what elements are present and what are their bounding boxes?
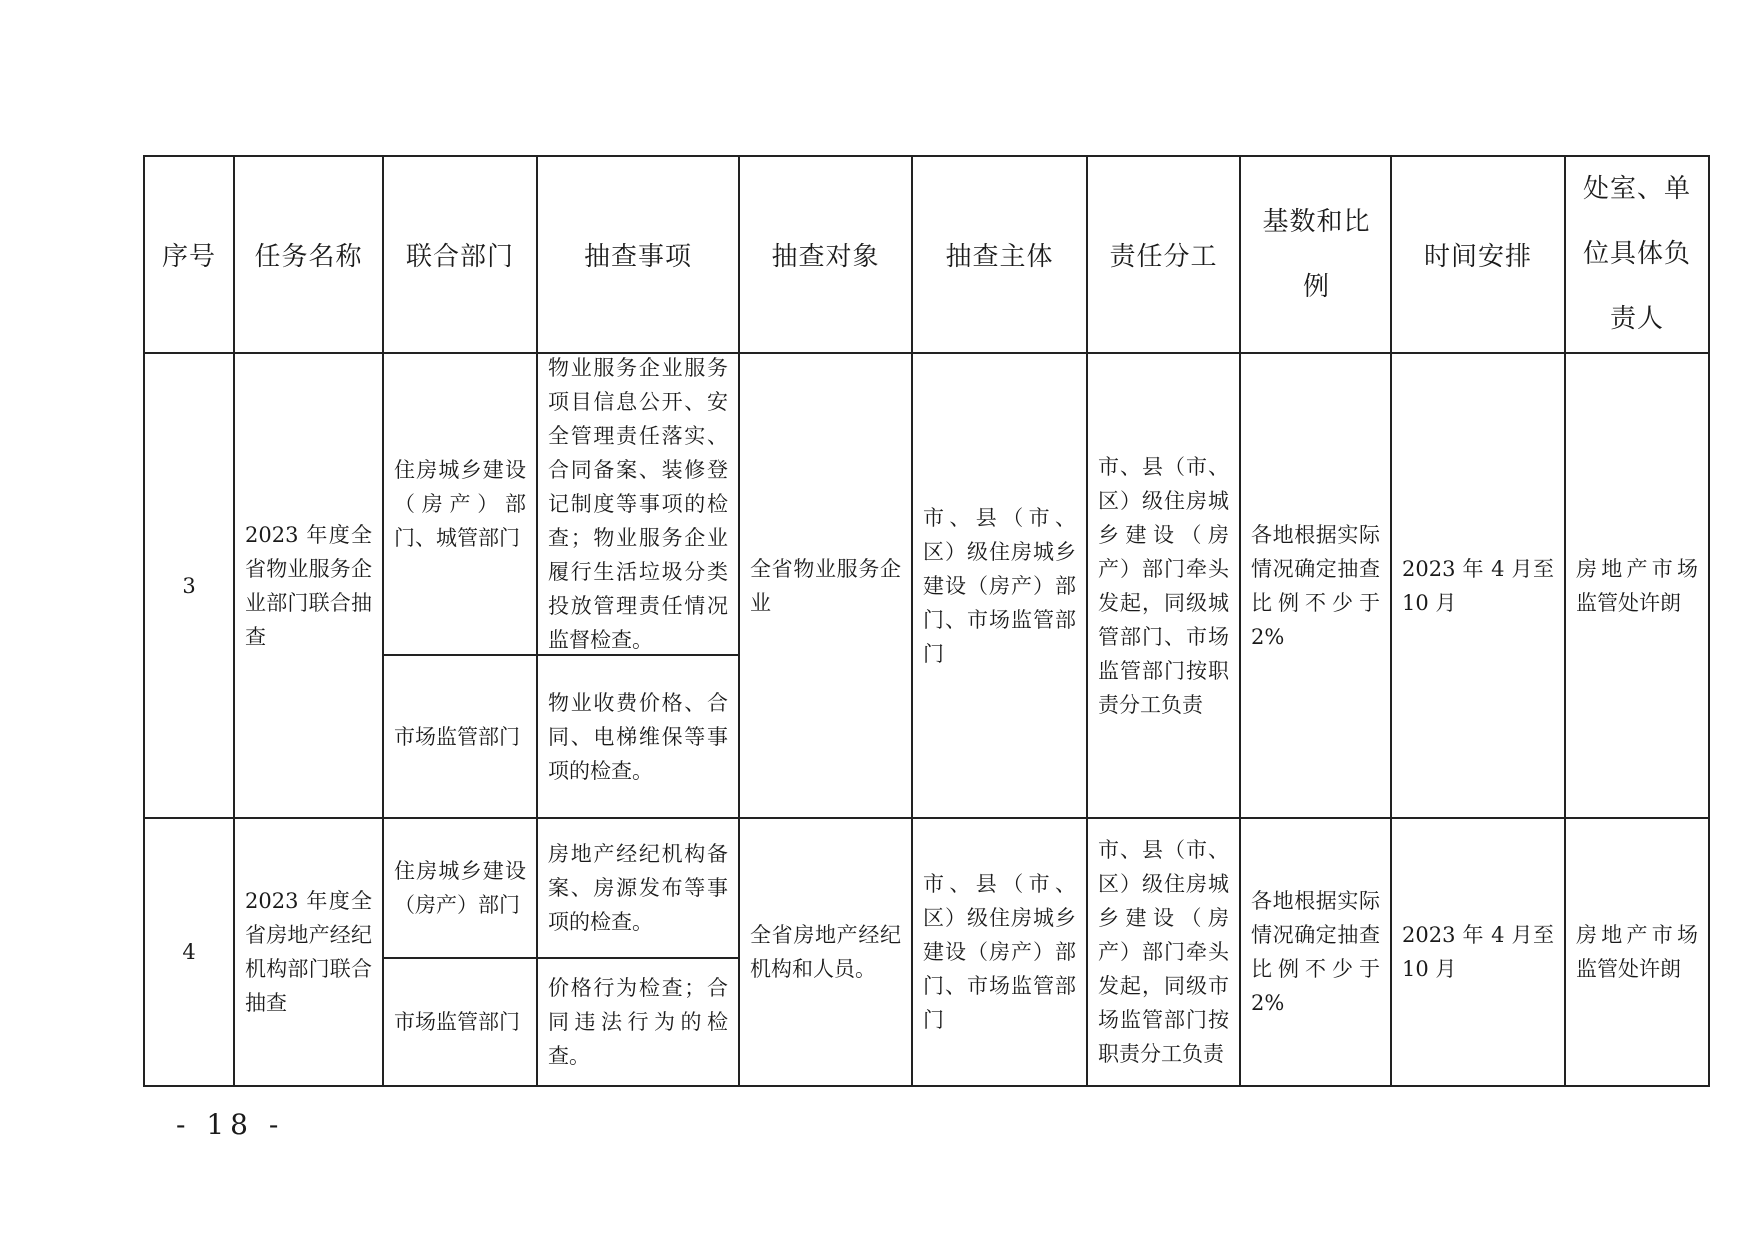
row3-task-name: 2023 年度全省物业服务企业部门联合抽查 <box>245 522 372 649</box>
row4-person: 房地产市场监管处许朗 <box>1576 923 1698 981</box>
header-seq: 序号 <box>161 242 216 272</box>
row4-items-1: 房地产经纪机构备案、房源发布等事项的检查。 <box>548 842 728 934</box>
row3-target: 全省物业服务企业 <box>750 556 901 615</box>
row3-items-2: 物业收费价格、合同、电梯维保等事项的检查。 <box>548 690 728 783</box>
row3-responsibility: 市、县（市、区）级住房城乡建设（房产）部门牵头发起，同级城管部门、市场监管部门按职责分工负责 <box>1098 454 1229 717</box>
header-check-target: 抽查对象 <box>771 242 880 272</box>
row4-items-2: 价格行为检查；合同违法行为的检查。 <box>548 976 728 1068</box>
row3-dept-1: 住房城乡建设（房产）部门、城管部门 <box>394 458 526 550</box>
header-schedule: 时间安排 <box>1423 242 1532 272</box>
header-responsibility: 责任分工 <box>1109 242 1218 272</box>
row3-items-1: 物业服务企业服务项目信息公开、安全管理责任落实、合同备案、装修登记制度等事项的检查；物业服务企业履行生活垃圾分类投放管理责任情况监督检查。 <box>548 356 728 652</box>
row4-schedule: 2023 年 4 月至 10 月 <box>1402 923 1554 981</box>
row3-dept-2: 市场监管部门 <box>394 724 520 749</box>
row3-seq: 3 <box>182 573 196 598</box>
row3-person: 房地产市场监管处许朗 <box>1576 556 1698 615</box>
row4-seq: 4 <box>182 940 196 964</box>
header-joint-dept: 联合部门 <box>405 242 514 272</box>
row3-subject: 市、县（市、区）级住房城乡建设（房产）部门、市场监管部门 <box>923 505 1076 666</box>
row4-task-name: 2023 年度全省房地产经纪机构部门联合抽查 <box>245 889 372 1015</box>
row4-dept-2: 市场监管部门 <box>394 1010 520 1034</box>
row3-schedule: 2023 年 4 月至 10 月 <box>1402 556 1554 615</box>
header-check-items: 抽查事项 <box>583 242 692 272</box>
row4-target: 全省房地产经纪机构和人员。 <box>750 923 901 981</box>
header-task-name: 任务名称 <box>254 242 363 272</box>
header-ratio: 基数和比例 <box>1262 206 1371 302</box>
col-border-10 <box>1708 155 1710 1087</box>
row4-subject: 市、县（市、区）级住房城乡建设（房产）部门、市场监管部门 <box>923 872 1076 1032</box>
page-number: - 18 - <box>176 1108 285 1141</box>
row4-ratio: 各地根据实际情况确定抽查比例不少于 2% <box>1251 889 1380 1015</box>
row4-responsibility: 市、县（市、区）级住房城乡建设（房产）部门牵头发起，同级市场监管部门按职责分工负责 <box>1098 838 1229 1066</box>
header-person: 处室、单位具体负责人 <box>1582 174 1691 334</box>
header-check-subject: 抽查主体 <box>945 242 1054 272</box>
row3-ratio: 各地根据实际情况确定抽查比例不少于 2% <box>1251 522 1380 649</box>
table-bottom-border <box>143 1085 1710 1087</box>
row4-dept-1: 住房城乡建设（房产）部门 <box>394 859 526 917</box>
